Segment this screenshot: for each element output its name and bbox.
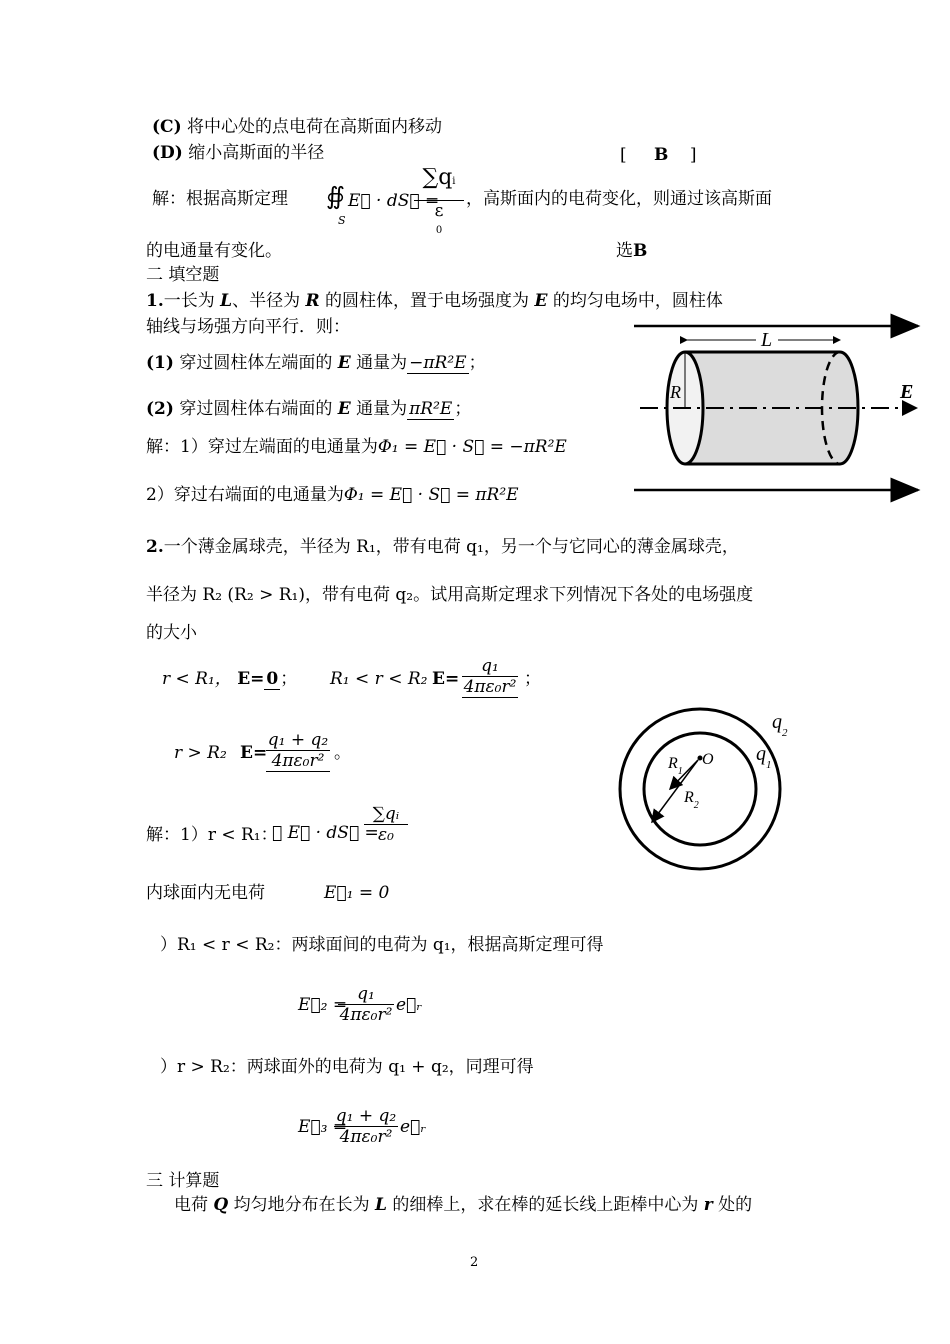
- q2-case1: [162, 668, 297, 690]
- option-d-text: 缩小高斯面的半径: [188, 143, 325, 163]
- cylinder-diagram: [630, 310, 930, 505]
- q2-sol2: ）R₁ < r < R₂：两球面间的电荷为 q₁，根据高斯定理可得: [160, 935, 604, 955]
- q2-sol1: 解：1）r < R₁：: [146, 825, 278, 845]
- q1-p2-answer: πR²E: [409, 399, 453, 419]
- sum-sub: i: [452, 176, 456, 187]
- q3-text-c: 的细棒上，求在棒的延长线上距棒中心为: [386, 1195, 704, 1215]
- q2-line2: 半径为 R₂ (R₂ > R₁)，带有电荷 q₂。试用高斯定理求下列情况下各处的电场强度: [146, 585, 754, 605]
- q1-line1: [146, 290, 723, 312]
- q1-sol2-text: 2）穿过右端面的电通量为: [146, 485, 344, 505]
- q2-c1-E: E=: [237, 669, 265, 689]
- bracket-close: ]: [689, 145, 697, 165]
- q1-sol1: [146, 436, 567, 458]
- q1-number: 1.: [146, 291, 164, 311]
- answer-letter: B: [654, 145, 669, 165]
- q1-p2-text: 穿过圆柱体右端面的: [179, 399, 338, 419]
- q2-sol2-left: E⃗₂ =: [298, 995, 348, 1015]
- q1-sol1-text: 解：1）穿过左端面的电通量为: [146, 437, 378, 457]
- label-q2: $q_2$: [772, 711, 788, 739]
- q1-R: R: [305, 291, 320, 311]
- q3-text-d: 处的: [712, 1195, 753, 1215]
- q2-sol2-unit: e⃗ᵣ: [396, 995, 423, 1015]
- q1-p2-end: ；: [454, 399, 472, 419]
- q1-E: E: [534, 291, 548, 311]
- q1-p2-label: (2): [146, 399, 174, 419]
- q2-s1-den: ε₀: [364, 824, 408, 845]
- q2-sol1-line2: 内球面内无电荷: [146, 883, 265, 903]
- q1-part1: [146, 352, 486, 374]
- label-O: O: [702, 751, 714, 768]
- q2-line1-text: 一个薄金属球壳，半径为 R₁，带有电荷 q₁，另一个与它同心的薄金属球壳，: [163, 537, 739, 557]
- solution1-line2: 的电通量有变化。: [146, 241, 282, 261]
- q2-case3-end: 。: [334, 743, 351, 763]
- bracket-open: [: [620, 145, 627, 165]
- q2-s3-num: q₁ + q₂: [335, 1106, 397, 1126]
- choose-label: 选: [616, 241, 633, 261]
- q3-text-b: 均匀地分布在长为: [228, 1195, 376, 1215]
- integral-surface: S: [338, 214, 346, 227]
- choose-answer: B: [633, 241, 648, 261]
- section3-title: 三 计算题: [146, 1171, 220, 1191]
- option-d-letter: (D): [152, 143, 183, 163]
- gauss-fraction: [414, 165, 464, 241]
- q2-case2-end: ；: [524, 669, 541, 689]
- q1-p1-text2: 通量为: [350, 353, 408, 373]
- q1-p1-text: 穿过圆柱体左端面的: [179, 353, 338, 373]
- q1-p2-text2: 通量为: [350, 399, 408, 419]
- q3-text-a: 电荷: [174, 1195, 214, 1215]
- q2-case2: R₁ < r < R₂: [330, 669, 428, 689]
- q2-s3-den: 4πε₀r²: [334, 1126, 398, 1147]
- q2-case2-E: E=: [432, 669, 460, 689]
- option-c-letter: (C): [152, 117, 182, 137]
- sum-q: ∑q: [422, 165, 453, 190]
- label-q1: $q_1$: [756, 743, 772, 771]
- q2-c2-num: q₁: [481, 656, 499, 676]
- q2-case2-frac: [462, 656, 518, 698]
- label-R2: $R_2$: [684, 789, 699, 811]
- q1-L: L: [220, 291, 233, 311]
- eps-sub: 0: [435, 225, 443, 236]
- q2-sol3-unit: e⃗ᵣ: [400, 1117, 427, 1137]
- diagram-label-E: E: [900, 381, 914, 403]
- option-c: [152, 116, 442, 138]
- diagram-label-L: L: [761, 329, 773, 351]
- q1-text-a: 一长为: [163, 291, 221, 311]
- q1-text-c: 的圆柱体，置于电场强度为: [319, 291, 535, 311]
- label-R1: $R_1$: [668, 755, 683, 777]
- q2-s1-num: ∑qᵢ: [372, 804, 400, 824]
- q2-sol3: ）r > R₂：两球面外的电荷为 q₁ + q₂，同理可得: [160, 1057, 534, 1077]
- q2-sol1-frac: [364, 804, 408, 845]
- q2-line1: [146, 536, 739, 558]
- q1-part2: [146, 398, 471, 420]
- q2-c2-den: 4πε₀r²: [463, 677, 517, 697]
- q2-c1: r < R₁，: [162, 669, 232, 689]
- inner-shell: [644, 733, 756, 845]
- q2-case3: r > R₂: [174, 743, 227, 763]
- q2-c1-end: ；: [280, 669, 298, 689]
- q1-p1-end: ；: [468, 353, 486, 373]
- q1-text-d: 的均匀电场中，圆柱体: [547, 291, 723, 311]
- q1-p1-E: E: [337, 353, 351, 373]
- option-c-text: 将中心处的点电荷在高斯面内移动: [187, 117, 443, 137]
- page-number: 2: [470, 1255, 479, 1270]
- answer-bracket: [620, 144, 696, 166]
- q2-s2-den: 4πε₀r²: [339, 1005, 393, 1025]
- integrand: E⃗ · dS⃗ =: [348, 191, 440, 211]
- q3-Q: Q: [213, 1195, 229, 1215]
- q3-L: L: [375, 1195, 387, 1215]
- q2-sol1-formula: ∯ E⃗ · dS⃗ =: [272, 823, 379, 843]
- q2-sol1-result: E⃗₁ = 0: [324, 883, 390, 903]
- q1-sol1-formula: Φ₁ = E⃗ · S⃗ = −πR²E: [377, 437, 567, 457]
- integral-sign: ∯: [326, 182, 345, 210]
- q2-line3: 的大小: [146, 623, 197, 643]
- q2-sol3-left: E⃗₃ =: [298, 1117, 348, 1137]
- q1-sol2: [146, 484, 519, 506]
- epsilon: ε: [434, 201, 444, 221]
- q2-c1-ans: 0: [266, 669, 279, 689]
- diagram-label-R: R: [670, 382, 681, 402]
- solution1-prefix: 解：根据高斯定理: [152, 189, 288, 209]
- q1-line2: 轴线与场强方向平行．则：: [146, 317, 350, 337]
- q2-c3-num: q₁ + q₂: [267, 730, 329, 750]
- option-d: [152, 142, 324, 164]
- q1-sol2-formula: Φ₁ = E⃗ · S⃗ = πR²E: [343, 485, 519, 505]
- choose: [616, 240, 647, 262]
- sphere-diagram: [612, 694, 812, 884]
- q2-case3-frac: [266, 730, 330, 772]
- q2-s2-num: q₁: [357, 984, 375, 1004]
- q1-text-b: 、半径为: [232, 291, 306, 311]
- q1-p2-E: E: [337, 399, 351, 419]
- q2-case3-E: E=: [240, 743, 268, 763]
- q2-number: 2.: [146, 537, 164, 557]
- q3-line1: [174, 1194, 752, 1216]
- q2-sol3-frac: [334, 1106, 398, 1147]
- q2-c3-den: 4πε₀r²: [266, 750, 330, 772]
- section2-title: 二 填空题: [146, 265, 220, 285]
- solution1-suffix: ，高斯面内的电荷变化，则通过该高斯面: [466, 189, 772, 209]
- q2-sol2-frac: [338, 984, 394, 1025]
- q1-p1-answer: −πR²E: [409, 353, 467, 373]
- q1-p1-label: (1): [146, 353, 174, 373]
- q3-r: r: [703, 1195, 713, 1215]
